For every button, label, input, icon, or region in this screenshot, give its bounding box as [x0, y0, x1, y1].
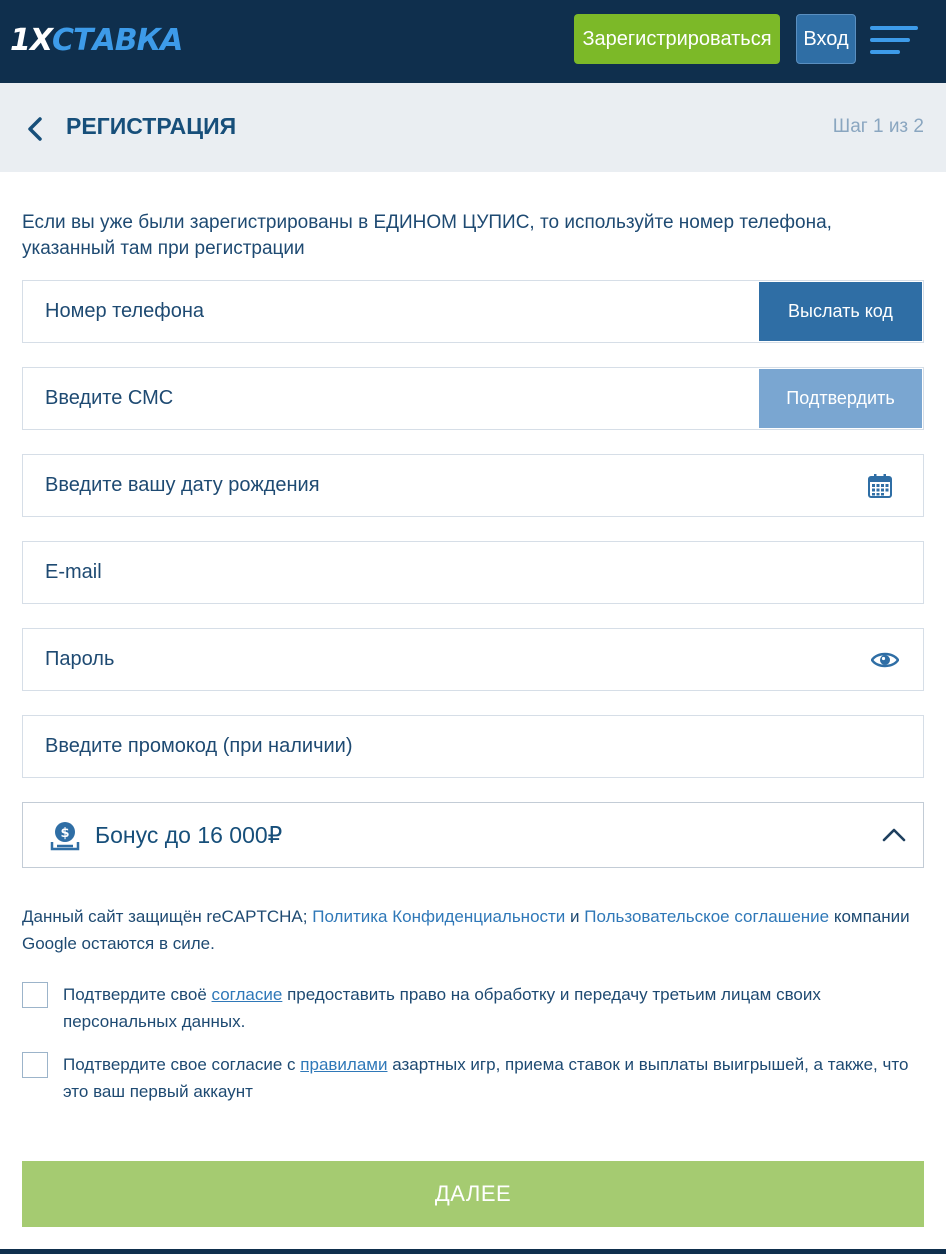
- svg-text:$: $: [60, 826, 70, 841]
- chevron-up-icon[interactable]: [881, 823, 907, 847]
- promo-placeholder: Введите промокод (при наличии): [45, 735, 353, 757]
- send-code-button[interactable]: Выслать код: [759, 282, 922, 341]
- email-field[interactable]: [22, 541, 924, 604]
- privacy-policy-link[interactable]: Политика Конфиденциальности: [312, 907, 566, 926]
- consent-link[interactable]: согласие: [211, 985, 283, 1004]
- logo-part-1: 1X: [10, 22, 53, 58]
- phone-placeholder: Номер телефона: [45, 300, 205, 322]
- recaptcha-notice: [22, 903, 922, 957]
- page-title: РЕГИСТРАЦИЯ: [66, 113, 237, 139]
- chevron-left-icon[interactable]: [24, 114, 50, 144]
- calendar-icon[interactable]: [867, 473, 893, 499]
- rules-consent-checkbox[interactable]: [22, 1052, 48, 1078]
- promo-code-field[interactable]: [22, 715, 924, 778]
- rules-consent-text: [63, 1051, 923, 1105]
- next-button[interactable]: ДАЛЕЕ: [22, 1161, 924, 1227]
- password-field[interactable]: [22, 628, 924, 691]
- bonus-label: Бонус до 16 000₽: [95, 821, 283, 848]
- rules-link[interactable]: правилами: [300, 1055, 388, 1074]
- recaptcha-text-end: компании Google остаются в силе.: [22, 907, 910, 953]
- password-placeholder: Пароль: [45, 648, 115, 670]
- birthdate-field[interactable]: [22, 454, 924, 517]
- top-navigation-bar: [0, 0, 946, 83]
- bonus-selector[interactable]: [22, 802, 924, 868]
- phone-field[interactable]: [22, 280, 924, 343]
- tsupis-notice: Если вы уже были зарегистрированы в ЕДИНОМ ЦУПИС, то используйте номер телефона, указанный там при регистрации: [22, 212, 832, 259]
- consent-2-after: азартных игр, приема ставок и выплаты выигрышей, а также, что это ваш первый аккаунт: [63, 1055, 909, 1101]
- register-button[interactable]: Зарегистрироваться: [574, 14, 780, 64]
- consent-1-before: Подтвердите своё: [63, 985, 212, 1004]
- sms-code-field[interactable]: [22, 367, 924, 430]
- terms-of-service-link[interactable]: Пользовательское соглашение: [584, 907, 830, 926]
- birthdate-placeholder: Введите вашу дату рождения: [45, 474, 320, 496]
- bottom-edge: [0, 1249, 946, 1254]
- eye-icon[interactable]: [871, 647, 899, 673]
- logo-part-2: СТАВКА: [52, 22, 183, 58]
- site-logo[interactable]: [10, 22, 182, 58]
- personal-data-consent-text: [63, 981, 923, 1035]
- personal-data-consent-checkbox[interactable]: [22, 982, 48, 1008]
- email-placeholder: E-mail: [45, 561, 102, 583]
- confirm-code-button[interactable]: Подтвердить: [759, 369, 922, 428]
- consent-2-before: Подтвердите свое согласие с: [63, 1055, 301, 1074]
- recaptcha-text-start: Данный сайт защищён reCAPTCHA;: [22, 907, 313, 926]
- recaptcha-and: и: [565, 907, 585, 926]
- sms-placeholder: Введите СМС: [45, 387, 174, 409]
- money-bag-icon: [49, 820, 81, 852]
- step-indicator: Шаг 1 из 2: [832, 116, 924, 137]
- consent-1-after: предоставить право на обработку и передачу третьим лицам своих персональных данных.: [63, 985, 821, 1031]
- login-button[interactable]: Вход: [796, 14, 856, 64]
- hamburger-menu-icon[interactable]: [870, 24, 918, 56]
